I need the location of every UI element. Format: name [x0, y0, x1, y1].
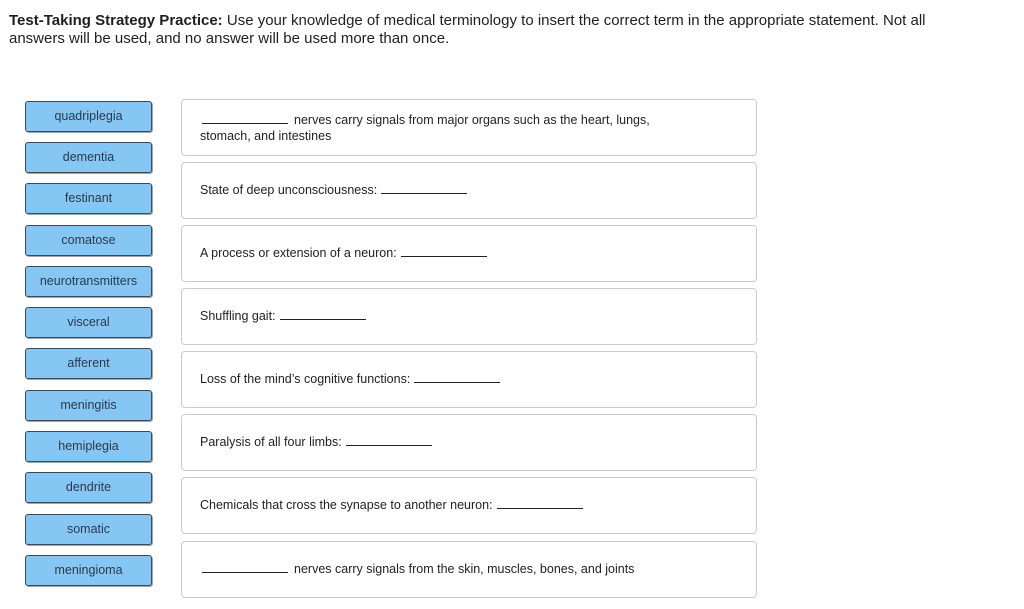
- answer-chip-meningioma[interactable]: meningioma: [25, 555, 152, 586]
- answer-drop-slot-2[interactable]: [381, 183, 467, 194]
- answer-drop-slot-5[interactable]: [414, 372, 500, 383]
- answer-drop-slot-1[interactable]: [202, 113, 288, 124]
- statement-5: [181, 351, 757, 408]
- answer-chip-dendrite[interactable]: dendrite: [25, 472, 152, 503]
- statement-5-text: Loss of the mind’s cognitive functions:: [200, 372, 411, 386]
- answer-chip-hemiplegia[interactable]: hemiplegia: [25, 431, 152, 462]
- statement-1-text: nerves carry signals from major organs such as the heart, lungs,: [294, 113, 650, 127]
- statement-2: [181, 162, 757, 219]
- answer-drop-slot-6[interactable]: [346, 435, 432, 446]
- answer-chip-somatic[interactable]: somatic: [25, 514, 152, 545]
- statement-8: [181, 541, 757, 598]
- statement-6-text: Paralysis of all four limbs:: [200, 435, 342, 449]
- answer-drop-slot-4[interactable]: [280, 309, 366, 320]
- answer-drop-slot-3[interactable]: [401, 246, 487, 257]
- instructions: [9, 12, 959, 48]
- statement-8-text: nerves carry signals from the skin, muscles, bones, and joints: [294, 562, 635, 576]
- instructions-title: Test-Taking Strategy Practice:: [9, 12, 223, 29]
- statement-4-text: Shuffling gait:: [200, 309, 276, 323]
- answer-drop-slot-7[interactable]: [497, 498, 583, 509]
- statement-1: [181, 99, 757, 156]
- answer-chip-comatose[interactable]: comatose: [25, 225, 152, 256]
- statement-3: [181, 225, 757, 282]
- answer-chip-visceral[interactable]: visceral: [25, 307, 152, 338]
- statement-6: [181, 414, 757, 471]
- instructions-text-2: answers will be used, and no answer will be used more than once.: [9, 30, 450, 47]
- statement-7-text: Chemicals that cross the synapse to another neuron:: [200, 498, 493, 512]
- answer-chip-festinant[interactable]: festinant: [25, 183, 152, 214]
- answer-chip-meningitis[interactable]: meningitis: [25, 390, 152, 421]
- answer-chip-quadriplegia[interactable]: quadriplegia: [25, 101, 152, 132]
- answer-chip-neurotransmitters[interactable]: neurotransmitters: [25, 266, 152, 297]
- statement-3-text: A process or extension of a neuron:: [200, 246, 397, 260]
- answer-drop-slot-8[interactable]: [202, 562, 288, 573]
- statement-1-text-2: stomach, and intestines: [200, 129, 332, 143]
- statement-4: [181, 288, 757, 345]
- answer-chip-dementia[interactable]: dementia: [25, 142, 152, 173]
- statement-7: [181, 477, 757, 534]
- instructions-text: Use your knowledge of medical terminology to insert the correct term in the appropriate statement. Not all: [222, 12, 926, 29]
- statement-2-text: State of deep unconsciousness:: [200, 183, 378, 197]
- answer-chip-afferent[interactable]: afferent: [25, 348, 152, 379]
